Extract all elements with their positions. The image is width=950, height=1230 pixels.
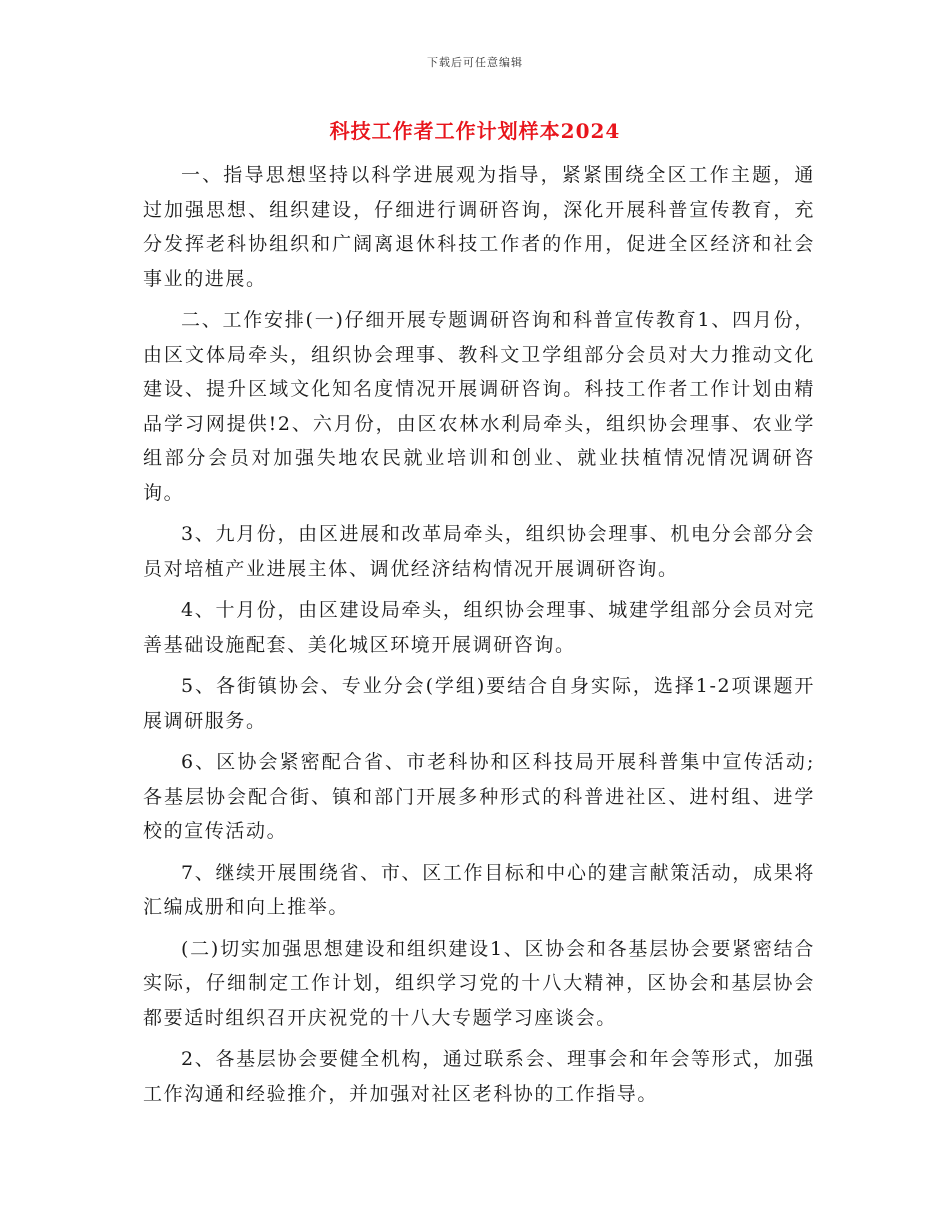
paragraph-item-3: 3、九月份，由区进展和改革局牵头，组织协会理事、机电分会部分会员对培植产业进展主体、调优经济结构情况开展调研咨询。 xyxy=(143,523,815,580)
paragraph-work-arrangement: 二、工作安排(一)仔细开展专题调研咨询和科普宣传教育1、四月份，由区文体局牵头，组织协会理事、教科文卫学组部分会员对大力推动文化建设、提升区域文化知名度情况开展调研咨询。科技工作者工作计划由精品学习网提供!2、六月份，由区农林水利局牵头，组织协会理事、农业学组部分会员对加强失地农民就业培训和创业、就业扶植情况情况调研咨询。 xyxy=(143,309,815,504)
page-header-note: 下载后可任意编辑 xyxy=(427,56,523,69)
paragraph-guiding-ideology: 一、指导思想坚持以科学进展观为指导，紧紧围绕全区工作主题，通过加强思想、组织建设，仔细进行调研咨询，深化开展科普宣传教育，充分发挥老科协组织和广阔离退休科技工作者的作用，促进全区经济和社会事业的进展。 xyxy=(143,164,815,290)
paragraph-item-7: 7、继续开展围绕省、市、区工作目标和中心的建言献策活动，成果将汇编成册和向上推举。 xyxy=(143,861,815,918)
document-title: 科技工作者工作计划样本2024 xyxy=(329,119,621,143)
paragraph-section-two: (二)切实加强思想建设和组织建设1、区协会和各基层协会要紧密结合实际，仔细制定工作计划，组织学习党的十八大精神，区协会和基层协会都要适时组织召开庆祝党的十八大专题学习座谈会。 xyxy=(143,937,815,1029)
paragraph-item-6: 6、区协会紧密配合省、市老科协和区科技局开展科普集中宣传活动;各基层协会配合街、镇和部门开展多种形式的科普进社区、进村组、进学校的宣传活动。 xyxy=(143,751,815,842)
paragraph-item-5: 5、各街镇协会、专业分会(学组)要结合自身实际，选择1-2项课题开展调研服务。 xyxy=(143,675,815,732)
paragraph-section-two-item-2: 2、各基层协会要健全机构，通过联系会、理事会和年会等形式，加强工作沟通和经验推介，并加强对社区老科协的工作指导。 xyxy=(143,1048,815,1105)
document-body xyxy=(143,158,815,1118)
paragraph-item-4: 4、十月份，由区建设局牵头，组织协会理事、城建学组部分会员对完善基础设施配套、美化城区环境开展调研咨询。 xyxy=(143,599,815,656)
